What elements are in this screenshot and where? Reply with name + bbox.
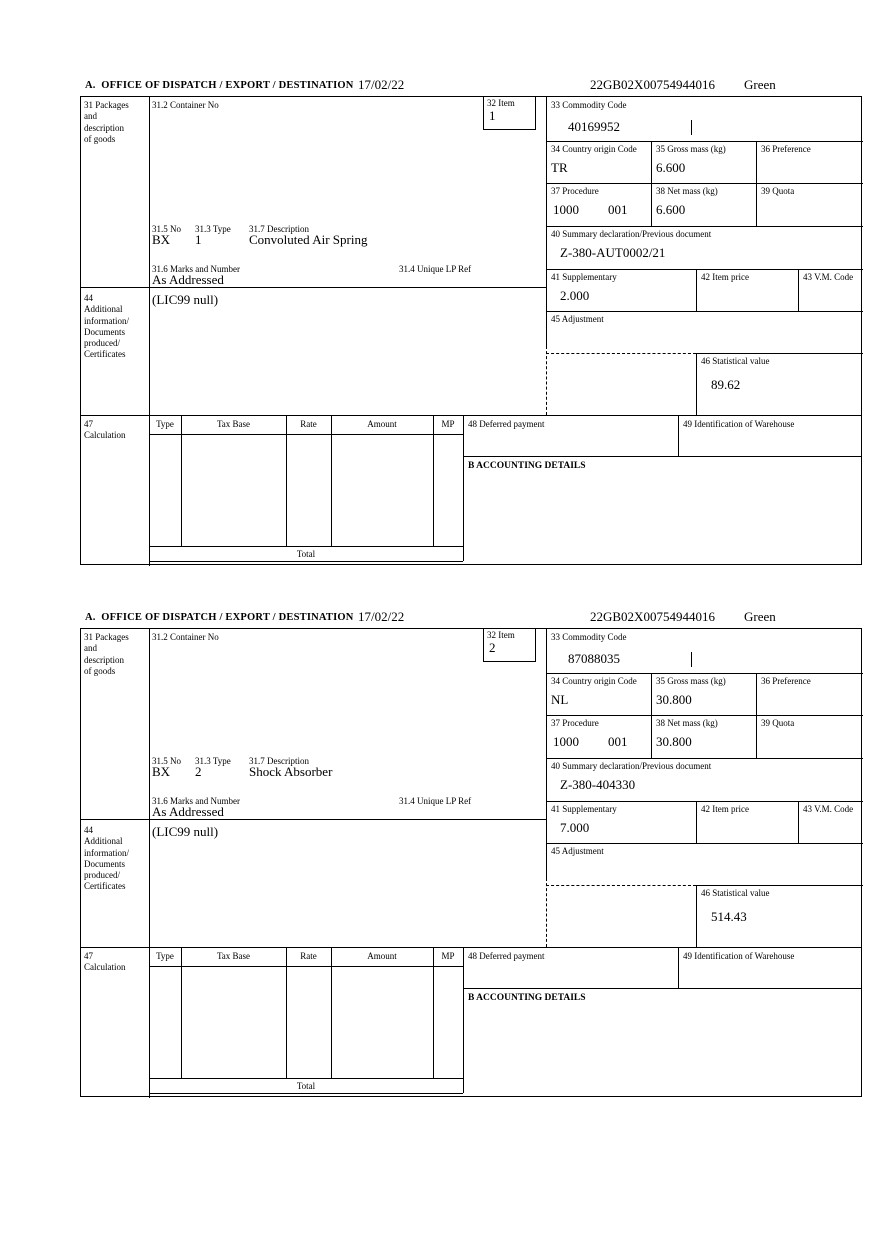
commodity-code-tick — [691, 120, 692, 135]
goods-description-value: Shock Absorber — [249, 764, 333, 779]
container-no-label: 31.2 Container No — [152, 100, 219, 110]
box31-packages-label — [84, 100, 146, 145]
deferred-payment-label: 48 Deferred payment — [468, 419, 545, 429]
grid-line — [149, 1078, 463, 1079]
box44-additional-info-label — [84, 825, 146, 893]
quota-label: 39 Quota — [761, 186, 795, 196]
statistical-value-label: 46 Statistical value — [701, 356, 770, 366]
item-number-label: 32 Item — [487, 98, 515, 108]
goods-description-label: 31.7 Description — [249, 224, 309, 234]
calc-col-type-header: Type — [156, 951, 174, 961]
declaration-item-block — [0, 606, 882, 1138]
box44-label-line: produced/ — [84, 870, 120, 880]
calc-col-mp-header: MP — [441, 419, 455, 429]
grid-line — [81, 415, 862, 416]
grid-line — [546, 801, 863, 802]
grid-line — [546, 758, 863, 759]
office-of-dispatch-header: A. OFFICE OF DISPATCH / EXPORT / DESTINATION — [85, 80, 354, 91]
grid-line — [149, 434, 463, 435]
net-mass-value: 30.800 — [656, 734, 692, 749]
declaration-date: 17/02/22 — [358, 77, 405, 92]
deferred-payment-label: 48 Deferred payment — [468, 951, 545, 961]
item-number-value: 1 — [489, 108, 496, 123]
box31-label-line: of goods — [84, 133, 116, 144]
grid-line — [546, 311, 863, 312]
calc-col-mp-header: MP — [441, 951, 455, 961]
accounting-details-label: B ACCOUNTING DETAILS — [468, 461, 586, 471]
marks-and-number-label: 31.6 Marks and Number — [152, 796, 240, 806]
item-number-box — [483, 97, 536, 130]
procedure-value: 1000 — [553, 734, 579, 749]
grid-line — [463, 415, 464, 561]
marks-and-number-label: 31.6 Marks and Number — [152, 264, 240, 274]
net-mass-label: 38 Net mass (kg) — [656, 718, 718, 728]
box44-label-line: Documents — [84, 858, 125, 869]
box47-label-line: 47 — [84, 419, 93, 429]
item-number-box — [483, 629, 536, 662]
country-origin-value: NL — [551, 692, 569, 707]
box44-label-line: information/ — [84, 847, 129, 858]
commodity-code-value: 87088035 — [568, 651, 620, 666]
box31-packages-label — [84, 632, 146, 677]
grid-line — [149, 546, 463, 547]
grid-line — [81, 819, 546, 820]
box31-label-line: of goods — [84, 665, 116, 676]
routing-channel: Green — [744, 77, 776, 92]
box31-label-line: 31 Packages — [84, 100, 129, 110]
country-origin-label: 34 Country origin Code — [551, 144, 637, 154]
statistical-value-value: 89.62 — [711, 377, 741, 392]
grid-line — [546, 715, 863, 716]
net-mass-label: 38 Net mass (kg) — [656, 186, 718, 196]
declaration-reference: 22GB02X00754944016 — [590, 77, 715, 92]
box44-label-line: 44 — [84, 293, 93, 303]
box47-label-line: 47 — [84, 951, 93, 961]
box31-label-line: and — [84, 111, 97, 122]
statistical-value-value: 514.43 — [711, 909, 747, 924]
declaration-reference: 22GB02X00754944016 — [590, 609, 715, 624]
procedure-extra-value: 001 — [608, 734, 628, 749]
additional-information-value: (LIC99 null) — [152, 292, 219, 307]
declaration-date: 17/02/22 — [358, 609, 405, 624]
summary-declaration-value: Z-380-AUT0002/21 — [560, 245, 666, 260]
commodity-code-tick — [691, 652, 692, 667]
grid-line — [149, 966, 463, 967]
declaration-form-grid — [80, 96, 862, 565]
box47-label-line: Calculation — [84, 962, 126, 973]
country-origin-label: 34 Country origin Code — [551, 676, 637, 686]
supplementary-label: 41 Supplementary — [551, 272, 617, 282]
box44-label-line: Certificates — [84, 349, 126, 360]
box31-label-line: and — [84, 643, 97, 654]
routing-channel: Green — [744, 609, 776, 624]
office-of-dispatch-header: A. OFFICE OF DISPATCH / EXPORT / DESTINATION — [85, 612, 354, 623]
grid-line — [696, 353, 863, 354]
grid-line — [149, 97, 150, 566]
grid-line — [546, 183, 863, 184]
package-no-value: BX — [152, 764, 171, 779]
adjustment-label: 45 Adjustment — [551, 846, 604, 856]
supplementary-label: 41 Supplementary — [551, 804, 617, 814]
calc-total-label: Total — [296, 549, 316, 559]
vm-code-label: 43 V.M. Code — [803, 804, 854, 814]
box44-label-line: Documents — [84, 326, 125, 337]
calc-col-taxbase-header: Tax Base — [216, 951, 251, 961]
grid-line — [546, 97, 547, 346]
package-type-value: 2 — [195, 764, 202, 779]
unique-lp-ref-label: 31.4 Unique LP Ref — [399, 796, 472, 806]
item-price-label: 42 Item price — [701, 272, 749, 282]
statistical-value-label: 46 Statistical value — [701, 888, 770, 898]
grid-line — [546, 843, 863, 844]
grid-line-dashed — [546, 353, 696, 354]
goods-description-value: Convoluted Air Spring — [249, 232, 368, 247]
marks-and-number-value: As Addressed — [152, 272, 224, 287]
grid-line — [463, 988, 862, 989]
item-number-value: 2 — [489, 640, 496, 655]
grid-line — [696, 885, 697, 947]
country-origin-value: TR — [551, 160, 568, 175]
commodity-code-value: 40169952 — [568, 119, 620, 134]
preference-label: 36 Preference — [761, 144, 811, 154]
grid-line-dashed — [546, 885, 696, 886]
package-no-value: BX — [152, 232, 171, 247]
net-mass-value: 6.600 — [656, 202, 686, 217]
grid-line — [798, 269, 799, 311]
unique-lp-ref-label: 31.4 Unique LP Ref — [399, 264, 472, 274]
box47-label-line: Calculation — [84, 430, 126, 441]
warehouse-id-label: 49 Identification of Warehouse — [683, 419, 795, 429]
container-no-label: 31.2 Container No — [152, 632, 219, 642]
procedure-extra-value: 001 — [608, 202, 628, 217]
supplementary-value: 2.000 — [560, 288, 590, 303]
gross-mass-label: 35 Gross mass (kg) — [656, 144, 726, 154]
package-type-label: 31.3 Type — [195, 224, 231, 234]
commodity-code-label: 33 Commodity Code — [551, 100, 627, 110]
package-type-label: 31.3 Type — [195, 756, 231, 766]
grid-line — [546, 629, 547, 878]
supplementary-value: 7.000 — [560, 820, 590, 835]
package-no-label: 31.5 No — [152, 224, 181, 234]
grid-line — [149, 561, 463, 562]
grid-line — [546, 673, 863, 674]
calculation-label — [84, 419, 146, 442]
grid-line — [696, 801, 697, 843]
additional-information-value: (LIC99 null) — [152, 824, 219, 839]
grid-line-dashed — [546, 346, 547, 415]
grid-line — [678, 947, 679, 988]
grid-line — [696, 269, 697, 311]
summary-declaration-label: 40 Summary declaration/Previous document — [551, 229, 712, 239]
grid-line — [798, 801, 799, 843]
box31-label-line: 31 Packages — [84, 632, 129, 642]
marks-and-number-value: As Addressed — [152, 804, 224, 819]
grid-line — [546, 141, 863, 142]
grid-line — [463, 456, 862, 457]
calc-col-amount-header: Amount — [367, 419, 397, 429]
gross-mass-label: 35 Gross mass (kg) — [656, 676, 726, 686]
summary-declaration-value: Z-380-404330 — [560, 777, 636, 792]
package-type-value: 1 — [195, 232, 202, 247]
box44-label-line: 44 — [84, 825, 93, 835]
calc-col-rate-header: Rate — [300, 951, 317, 961]
procedure-label: 37 Procedure — [551, 718, 599, 728]
vm-code-label: 43 V.M. Code — [803, 272, 854, 282]
grid-line — [81, 947, 862, 948]
commodity-code-label: 33 Commodity Code — [551, 632, 627, 642]
gross-mass-value: 6.600 — [656, 160, 686, 175]
accounting-details-label: B ACCOUNTING DETAILS — [468, 993, 586, 1003]
box44-label-line: Certificates — [84, 881, 126, 892]
preference-label: 36 Preference — [761, 676, 811, 686]
package-no-label: 31.5 No — [152, 756, 181, 766]
procedure-value: 1000 — [553, 202, 579, 217]
quota-label: 39 Quota — [761, 718, 795, 728]
grid-line — [546, 269, 863, 270]
box44-label-line: Additional — [84, 304, 123, 315]
calc-col-rate-header: Rate — [300, 419, 317, 429]
grid-line — [678, 415, 679, 456]
calc-col-taxbase-header: Tax Base — [216, 419, 251, 429]
procedure-label: 37 Procedure — [551, 186, 599, 196]
warehouse-id-label: 49 Identification of Warehouse — [683, 951, 795, 961]
box44-label-line: information/ — [84, 315, 129, 326]
grid-line — [81, 287, 546, 288]
gross-mass-value: 30.800 — [656, 692, 692, 707]
box44-additional-info-label — [84, 293, 146, 361]
grid-line — [696, 353, 697, 415]
declaration-item-block — [0, 74, 882, 606]
grid-line — [149, 1093, 463, 1094]
calc-col-type-header: Type — [156, 419, 174, 429]
grid-line — [696, 885, 863, 886]
declaration-form-grid — [80, 628, 862, 1097]
grid-line — [463, 947, 464, 1093]
summary-declaration-label: 40 Summary declaration/Previous document — [551, 761, 712, 771]
grid-line — [546, 226, 863, 227]
adjustment-label: 45 Adjustment — [551, 314, 604, 324]
item-price-label: 42 Item price — [701, 804, 749, 814]
box44-label-line: produced/ — [84, 338, 120, 348]
goods-description-label: 31.7 Description — [249, 756, 309, 766]
calculation-label — [84, 951, 146, 974]
box31-label-line: description — [84, 654, 124, 665]
calc-total-label: Total — [296, 1081, 316, 1091]
box31-label-line: description — [84, 122, 124, 133]
grid-line — [149, 629, 150, 1098]
box44-label-line: Additional — [84, 836, 123, 847]
calc-col-amount-header: Amount — [367, 951, 397, 961]
item-number-label: 32 Item — [487, 630, 515, 640]
grid-line-dashed — [546, 878, 547, 947]
